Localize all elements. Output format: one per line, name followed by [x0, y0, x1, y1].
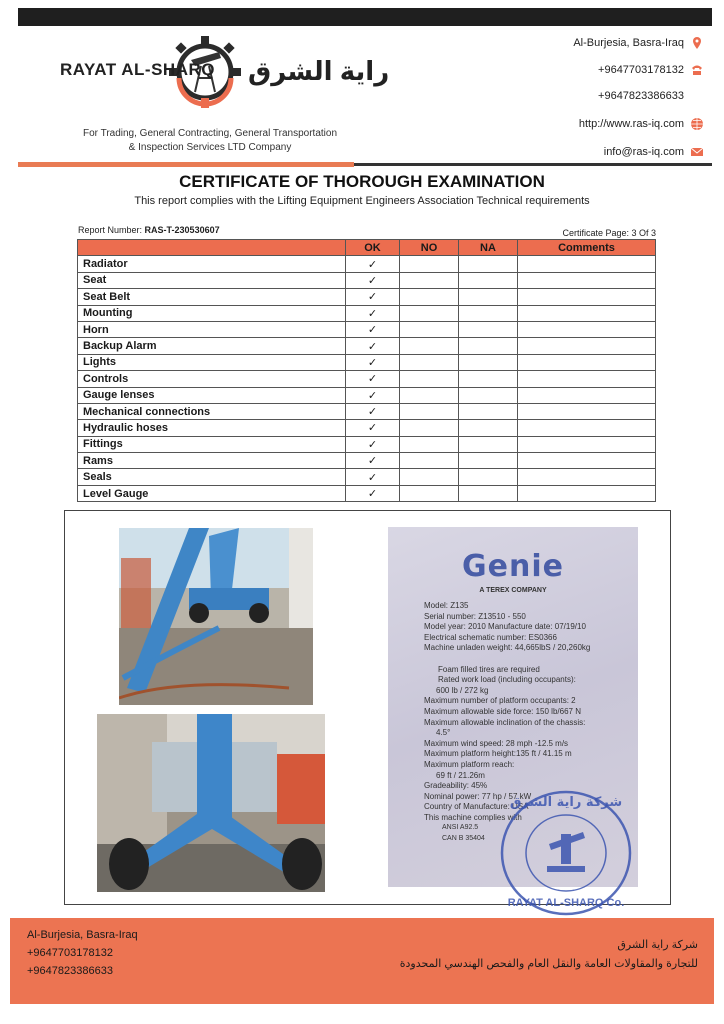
table-cell-ok: ✓	[346, 420, 400, 436]
table-header-row	[78, 240, 656, 256]
table-row	[78, 420, 656, 436]
table-cell-na	[459, 354, 518, 370]
table-cell-comments	[518, 305, 656, 321]
table-row	[78, 256, 656, 272]
footer-phone-2[interactable]: +9647823386633	[27, 965, 113, 977]
table-cell-comments	[518, 436, 656, 452]
table-cell-ok: ✓	[346, 469, 400, 485]
table-row	[78, 354, 656, 370]
table-cell-comments	[518, 371, 656, 387]
inspection-table	[77, 239, 656, 502]
table-cell-comments	[518, 289, 656, 305]
table-cell-item: Gauge lenses	[78, 387, 346, 403]
table-cell-na	[459, 403, 518, 419]
table-cell-item: Mounting	[78, 305, 346, 321]
contact-phone-2-text: +9647823386633	[598, 90, 684, 102]
nameplate-line: Model: Z135	[424, 601, 469, 610]
company-stamp	[497, 786, 635, 920]
stamp-arabic: شركة راية الشرق	[509, 795, 623, 810]
table-cell-ok: ✓	[346, 387, 400, 403]
nameplate-line: Nominal power: 77 hp / 57 kW	[424, 791, 532, 801]
nameplate-line: 600 lb / 272 kg	[436, 685, 489, 695]
header-na: NA	[459, 240, 518, 256]
table-cell-ok: ✓	[346, 354, 400, 370]
table-row	[78, 387, 656, 403]
table-cell-na	[459, 305, 518, 321]
nameplate-line: Maximum number of platform occupants: 2	[424, 696, 576, 706]
table-row	[78, 403, 656, 419]
table-cell-comments	[518, 485, 656, 501]
table-cell-no	[400, 272, 459, 288]
phone-icon	[690, 63, 704, 77]
nameplate-line: Maximum allowable side force: 150 lb/667 N	[424, 706, 581, 716]
nameplate-line: Rated work load (including occupants):	[438, 675, 576, 685]
table-cell-comments	[518, 321, 656, 337]
table-cell-ok: ✓	[346, 403, 400, 419]
table-cell-item: Controls	[78, 371, 346, 387]
table-cell-item: Horn	[78, 321, 346, 337]
header-divider-dark	[354, 163, 712, 166]
contact-phone-1-text: +9647703178132	[598, 64, 684, 76]
table-cell-comments	[518, 387, 656, 403]
table-cell-no	[400, 453, 459, 469]
table-cell-ok: ✓	[346, 338, 400, 354]
table-cell-na	[459, 289, 518, 305]
logo-arabic: راية الشرق	[248, 56, 390, 86]
nameplate-line: ANSI A92.5	[442, 824, 479, 832]
contact-phone-1[interactable]	[598, 63, 704, 77]
table-row	[78, 485, 656, 501]
table-cell-no	[400, 256, 459, 272]
globe-icon	[690, 117, 704, 131]
nameplate-line: Maximum platform height:135 ft / 41.15 m	[424, 749, 572, 759]
table-cell-no	[400, 469, 459, 485]
nameplate-line: 4.5°	[436, 728, 451, 738]
location-pin-icon	[690, 36, 704, 50]
table-cell-comments	[518, 420, 656, 436]
report-number-label: Report Number:	[78, 225, 143, 235]
tagline-line-1: For Trading, General Contracting, General Transportation	[82, 128, 338, 139]
table-cell-no	[400, 485, 459, 501]
table-cell-na	[459, 387, 518, 403]
footer-arabic-description: للتجارة والمقاولات العامة والنقل العام والفحص الهندسي المحدودة	[399, 958, 698, 970]
table-cell-item: Seat	[78, 272, 346, 288]
footer-address: Al-Burjesia, Basra-Iraq	[27, 929, 138, 941]
table-cell-ok: ✓	[346, 256, 400, 272]
nameplate-line: Gradeability: 45%	[424, 781, 488, 791]
table-row	[78, 469, 656, 485]
table-cell-ok: ✓	[346, 305, 400, 321]
table-cell-comments	[518, 403, 656, 419]
table-cell-item: Hydraulic hoses	[78, 420, 346, 436]
nameplate-line: Maximum allowable inclination of the chassis:	[424, 717, 586, 727]
table-cell-no	[400, 354, 459, 370]
contact-email-text: info@ras-iq.com	[603, 146, 684, 158]
table-cell-item: Seals	[78, 469, 346, 485]
table-cell-no	[400, 305, 459, 321]
nameplate-line: Maximum platform reach:	[424, 759, 515, 769]
nameplate-line: Country of Manufacture: USA	[424, 802, 529, 812]
logo-name: RAYAT AL-SHARQ	[60, 60, 215, 79]
tagline-line-2: & Inspection Services LTD Company	[128, 142, 292, 153]
nameplate-line: Model year: 2010 Manufacture date: 07/19/10	[424, 622, 586, 632]
table-cell-item: Seat Belt	[78, 289, 346, 305]
table-cell-no	[400, 338, 459, 354]
table-cell-na	[459, 436, 518, 452]
table-row	[78, 289, 656, 305]
table-cell-na	[459, 453, 518, 469]
table-cell-ok: ✓	[346, 371, 400, 387]
table-cell-comments	[518, 354, 656, 370]
stamp-english: RAYAT AL-SHARQ Co.	[507, 897, 625, 909]
header-ok: OK	[346, 240, 400, 256]
table-cell-no	[400, 436, 459, 452]
table-cell-no	[400, 420, 459, 436]
boom-lift-photo	[119, 528, 313, 705]
top-bar	[18, 8, 712, 26]
contact-website[interactable]	[579, 117, 704, 131]
table-row	[78, 371, 656, 387]
table-cell-comments	[518, 272, 656, 288]
nameplate-line: Maximum wind speed: 28 mph -12.5 m/s	[424, 738, 569, 748]
table-row	[78, 305, 656, 321]
table-cell-na	[459, 420, 518, 436]
report-number	[78, 225, 220, 235]
table-cell-item: Fittings	[78, 436, 346, 452]
table-cell-comments	[518, 256, 656, 272]
nameplate-line	[424, 654, 629, 665]
table-cell-ok: ✓	[346, 321, 400, 337]
lift-rear-photo	[97, 714, 325, 892]
table-cell-ok: ✓	[346, 485, 400, 501]
table-cell-item: Backup Alarm	[78, 338, 346, 354]
table-cell-comments	[518, 453, 656, 469]
header-item	[78, 240, 346, 256]
table-cell-ok: ✓	[346, 289, 400, 305]
table-cell-na	[459, 338, 518, 354]
nameplate-line: Foam filled tires are required	[438, 664, 540, 674]
contact-phone-2[interactable]	[598, 90, 684, 102]
certificate-page: Certificate Page: 3 Of 3	[562, 228, 656, 238]
nameplate-line: Machine unladen weight: 44,665lbS / 20,260kg	[424, 643, 591, 653]
table-cell-item: Lights	[78, 354, 346, 370]
table-cell-ok: ✓	[346, 272, 400, 288]
nameplate-line: Serial number: Z13510 - 550	[424, 611, 526, 621]
table-cell-item: Radiator	[78, 256, 346, 272]
header-no: NO	[400, 240, 459, 256]
table-cell-no	[400, 371, 459, 387]
table-cell-na	[459, 371, 518, 387]
table-cell-na	[459, 321, 518, 337]
certificate-subtitle: This report complies with the Lifting Equipment Engineers Association Technical requirements	[134, 195, 590, 207]
nameplate-line: This machine complies with	[424, 812, 522, 822]
footer-arabic-name: شركة راية الشرق	[617, 939, 698, 951]
table-cell-no	[400, 321, 459, 337]
header-comments: Comments	[518, 240, 656, 256]
table-row	[78, 272, 656, 288]
report-number-value: RAS-T-230530607	[144, 225, 220, 235]
table-cell-item: Mechanical connections	[78, 403, 346, 419]
contact-address	[573, 36, 704, 50]
table-cell-na	[459, 272, 518, 288]
certificate-title: CERTIFICATE OF THOROUGH EXAMINATION	[179, 172, 545, 191]
header-divider-accent	[18, 162, 354, 167]
company-tagline	[60, 127, 360, 155]
table-cell-comments	[518, 469, 656, 485]
contact-email[interactable]	[604, 145, 704, 159]
contact-website-text: http://www.ras-iq.com	[578, 118, 684, 130]
table-cell-na	[459, 485, 518, 501]
table-cell-na	[459, 469, 518, 485]
genie-brand: Genie	[462, 549, 564, 584]
table-row	[78, 453, 656, 469]
genie-company: A TEREX COMPANY	[479, 587, 547, 594]
table-cell-no	[400, 387, 459, 403]
contact-address-text: Al-Burjesia, Basra-Iraq	[573, 37, 684, 49]
nameplate-line: Electrical schematic number: ES0366	[424, 632, 557, 642]
table-cell-na	[459, 256, 518, 272]
footer-phone-1[interactable]: +9647703178132	[27, 947, 113, 959]
table-cell-comments	[518, 338, 656, 354]
table-cell-no	[400, 289, 459, 305]
table-cell-ok: ✓	[346, 436, 400, 452]
envelope-icon	[690, 145, 704, 159]
table-cell-ok: ✓	[346, 453, 400, 469]
table-cell-item: Level Gauge	[78, 485, 346, 501]
table-row	[78, 338, 656, 354]
table-cell-no	[400, 403, 459, 419]
table-cell-item: Rams	[78, 453, 346, 469]
table-row	[78, 436, 656, 452]
table-row	[78, 321, 656, 337]
nameplate-line: 69 ft / 21.26m	[436, 770, 485, 780]
nameplate-line: CAN B 35404	[442, 835, 485, 843]
